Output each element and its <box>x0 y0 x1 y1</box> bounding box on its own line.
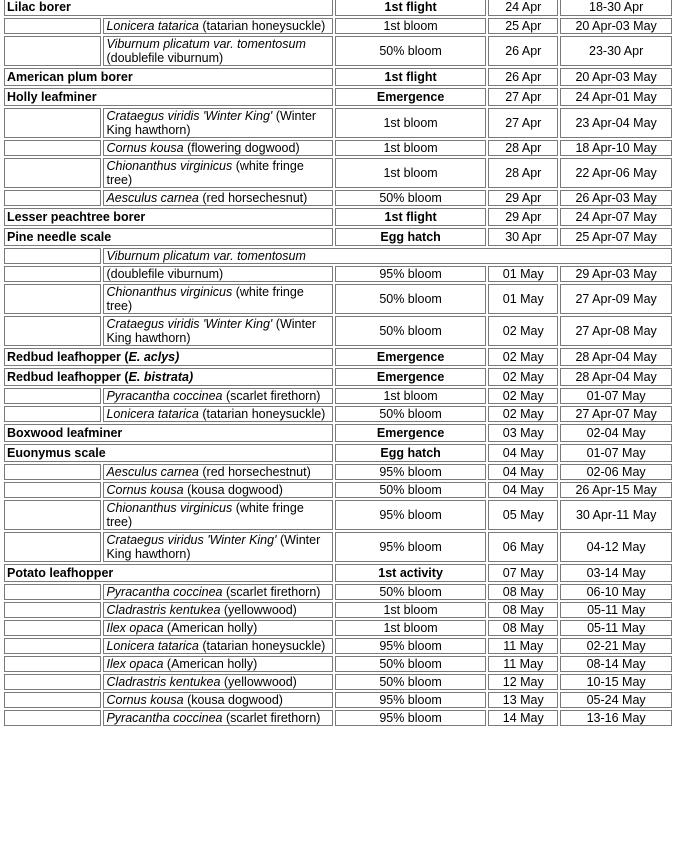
plant-scientific-name: Ilex opaca <box>106 621 164 635</box>
plant-row <box>4 190 672 206</box>
plant-row <box>4 602 672 618</box>
date-range-cell: 18 Apr-10 May <box>560 140 672 156</box>
date-range-cell: 18-30 Apr <box>560 0 672 16</box>
date-range-cell: 04-12 May <box>560 532 672 562</box>
date-cell: 24 Apr <box>488 0 558 16</box>
spacer-cell <box>4 464 101 480</box>
spacer-cell <box>4 108 101 138</box>
pest-row <box>4 564 672 582</box>
event-cell: Emergence <box>335 424 486 442</box>
plant-scientific-name: Aesculus carnea <box>106 465 199 479</box>
date-range-cell: 28 Apr-04 May <box>560 348 672 366</box>
plant-name <box>103 36 332 66</box>
plant-scientific-name: Crataegus viridis 'Winter King' <box>106 109 273 123</box>
plant-row <box>4 266 672 282</box>
date-cell: 28 Apr <box>488 140 558 156</box>
pest-row <box>4 368 672 386</box>
event-cell: 1st flight <box>335 68 486 86</box>
pest-name <box>4 68 333 86</box>
pest-name-text: Boxwood leafminer <box>7 426 123 440</box>
date-cell: 01 May <box>488 266 558 282</box>
date-cell: 04 May <box>488 444 558 462</box>
plant-name <box>103 316 332 346</box>
date-cell: 29 Apr <box>488 190 558 206</box>
date-cell: 08 May <box>488 620 558 636</box>
plant-scientific-name: Chionanthus virginicus <box>106 501 233 515</box>
event-cell: 95% bloom <box>335 638 486 654</box>
pest-row <box>4 444 672 462</box>
plant-name <box>103 388 332 404</box>
spacer-cell <box>4 406 101 422</box>
date-range-cell: 20 Apr-03 May <box>560 18 672 34</box>
event-cell: 1st bloom <box>335 602 486 618</box>
pest-row <box>4 228 672 246</box>
spacer-cell <box>4 190 101 206</box>
pest-name <box>4 564 333 582</box>
plant-row <box>4 316 672 346</box>
date-cell: 12 May <box>488 674 558 690</box>
plant-name <box>103 674 332 690</box>
date-cell: 04 May <box>488 464 558 480</box>
date-range-cell: 30 Apr-11 May <box>560 500 672 530</box>
plant-name <box>103 656 332 672</box>
pest-species-italic: E. bistrata) <box>128 370 194 384</box>
plant-scientific-name: Crataegus viridus 'Winter King' <box>106 533 277 547</box>
event-cell: 50% bloom <box>335 482 486 498</box>
plant-scientific-name: Lonicera tatarica <box>106 407 199 421</box>
plant-common-name: (yellowwood) <box>220 603 297 617</box>
plant-scientific-name: Cladrastris kentukea <box>106 603 221 617</box>
plant-common-name: (doublefile viburnum) <box>106 51 224 65</box>
date-cell: 02 May <box>488 406 558 422</box>
event-cell: 1st bloom <box>335 620 486 636</box>
date-cell: 03 May <box>488 424 558 442</box>
event-cell: Emergence <box>335 348 486 366</box>
plant-row <box>4 388 672 404</box>
pest-name-text: Euonymus scale <box>7 446 106 460</box>
pest-name <box>4 444 333 462</box>
date-cell: 07 May <box>488 564 558 582</box>
plant-name <box>103 406 332 422</box>
date-range-cell: 23 Apr-04 May <box>560 108 672 138</box>
plant-name <box>103 158 332 188</box>
event-cell: 50% bloom <box>335 284 486 314</box>
plant-name <box>103 266 332 282</box>
spacer-cell <box>4 266 101 282</box>
plant-scientific-name: Pyracantha coccinea <box>106 585 223 599</box>
event-cell: 1st bloom <box>335 140 486 156</box>
event-cell: 1st flight <box>335 208 486 226</box>
pest-name <box>4 424 333 442</box>
plant-common-name: (tatarian honeysuckle) <box>198 407 326 421</box>
date-range-cell: 28 Apr-04 May <box>560 368 672 386</box>
plant-common-name: (scarlet firethorn) <box>222 711 321 725</box>
plant-name <box>103 638 332 654</box>
event-cell: 50% bloom <box>335 190 486 206</box>
spacer-cell <box>4 284 101 314</box>
date-range-cell: 06-10 May <box>560 584 672 600</box>
date-cell: 11 May <box>488 638 558 654</box>
plant-name <box>103 190 332 206</box>
pest-name <box>4 0 333 16</box>
event-cell: 50% bloom <box>335 674 486 690</box>
plant-common-name: (white fringe tree) <box>106 159 304 187</box>
pest-name-text: Redbud leafhopper ( <box>7 350 129 364</box>
date-cell: 30 Apr <box>488 228 558 246</box>
date-cell: 02 May <box>488 388 558 404</box>
date-cell: 28 Apr <box>488 158 558 188</box>
plant-name <box>103 482 332 498</box>
plant-scientific-name: Pyracantha coccinea <box>106 389 223 403</box>
plant-scientific-name: Pyracantha coccinea <box>106 711 223 725</box>
plant-row <box>4 464 672 480</box>
spacer-cell <box>4 482 101 498</box>
plant-row <box>4 248 672 264</box>
date-range-cell: 29 Apr-03 May <box>560 266 672 282</box>
plant-row <box>4 638 672 654</box>
date-range-cell: 02-06 May <box>560 464 672 480</box>
spacer-cell <box>4 388 101 404</box>
plant-common-name: (scarlet firethorn) <box>222 585 321 599</box>
date-cell: 05 May <box>488 500 558 530</box>
date-cell: 11 May <box>488 656 558 672</box>
plant-common-name: (red horsechesnut) <box>198 191 308 205</box>
spacer-cell <box>4 584 101 600</box>
phenology-table <box>2 0 674 728</box>
date-range-cell: 10-15 May <box>560 674 672 690</box>
phenology-table-body <box>4 0 672 726</box>
pest-name <box>4 348 333 366</box>
plant-row <box>4 500 672 530</box>
plant-row <box>4 18 672 34</box>
plant-scientific-name: Viburnum plicatum var. tomentosum <box>106 37 306 51</box>
plant-scientific-name: Chionanthus virginicus <box>106 159 233 173</box>
plant-common-name: (yellowwood) <box>220 675 297 689</box>
event-cell: Egg hatch <box>335 228 486 246</box>
plant-name <box>103 500 332 530</box>
plant-row <box>4 284 672 314</box>
plant-common-name: (Winter King hawthorn) <box>106 533 321 561</box>
plant-scientific-name: Lonicera tatarica <box>106 19 199 33</box>
event-cell: Emergence <box>335 368 486 386</box>
date-range-cell: 20 Apr-03 May <box>560 68 672 86</box>
date-range-cell: 24 Apr-01 May <box>560 88 672 106</box>
plant-common-name: (Winter King hawthorn) <box>106 317 317 345</box>
date-range-cell: 26 Apr-15 May <box>560 482 672 498</box>
event-cell: 95% bloom <box>335 532 486 562</box>
plant-row <box>4 108 672 138</box>
plant-common-name: (white fringe tree) <box>106 285 304 313</box>
plant-scientific-name: Ilex opaca <box>106 657 164 671</box>
date-cell: 25 Apr <box>488 18 558 34</box>
plant-scientific-name: Viburnum plicatum var. tomentosum <box>106 249 306 263</box>
date-cell: 02 May <box>488 316 558 346</box>
plant-row <box>4 140 672 156</box>
plant-scientific-name: Cornus kousa <box>106 693 184 707</box>
event-cell: 95% bloom <box>335 500 486 530</box>
date-cell: 01 May <box>488 284 558 314</box>
plant-row <box>4 406 672 422</box>
pest-row <box>4 88 672 106</box>
date-cell: 06 May <box>488 532 558 562</box>
plant-name <box>103 584 332 600</box>
plant-row <box>4 584 672 600</box>
plant-common-name: (American holly) <box>163 621 258 635</box>
date-range-cell: 26 Apr-03 May <box>560 190 672 206</box>
spacer-cell <box>4 656 101 672</box>
plant-common-name: (red horsechestnut) <box>198 465 311 479</box>
plant-name <box>103 620 332 636</box>
plant-name <box>103 140 332 156</box>
plant-common-name: (white fringe tree) <box>106 501 304 529</box>
pest-row <box>4 348 672 366</box>
pest-name <box>4 208 333 226</box>
pest-row <box>4 0 672 16</box>
plant-name <box>103 602 332 618</box>
plant-name <box>103 18 332 34</box>
date-range-cell: 05-11 May <box>560 602 672 618</box>
event-cell: 95% bloom <box>335 464 486 480</box>
spacer-cell <box>4 674 101 690</box>
event-cell: 50% bloom <box>335 406 486 422</box>
event-cell: 50% bloom <box>335 584 486 600</box>
date-range-cell: 27 Apr-09 May <box>560 284 672 314</box>
plant-name <box>103 532 332 562</box>
plant-row <box>4 656 672 672</box>
date-cell: 26 Apr <box>488 36 558 66</box>
plant-scientific-name: Chionanthus virginicus <box>106 285 233 299</box>
event-cell: 1st activity <box>335 564 486 582</box>
event-cell: 50% bloom <box>335 316 486 346</box>
plant-name <box>103 464 332 480</box>
plant-scientific-name: Aesculus carnea <box>106 191 199 205</box>
event-cell: 1st bloom <box>335 108 486 138</box>
plant-scientific-name: Cornus kousa <box>106 141 184 155</box>
pest-name-text: Pine needle scale <box>7 230 112 244</box>
pest-name-text: Holly leafminer <box>7 90 97 104</box>
plant-scientific-name: Cladrastris kentukea <box>106 675 221 689</box>
pest-row <box>4 208 672 226</box>
event-cell: 95% bloom <box>335 266 486 282</box>
pest-name-text: Lilac borer <box>7 0 71 14</box>
date-range-cell: 13-16 May <box>560 710 672 726</box>
plant-common-name: (flowering dogwood) <box>183 141 300 155</box>
event-cell: 50% bloom <box>335 656 486 672</box>
pest-name-text: Potato leafhopper <box>7 566 114 580</box>
event-cell: 95% bloom <box>335 692 486 708</box>
plant-row <box>4 158 672 188</box>
date-range-cell: 03-14 May <box>560 564 672 582</box>
event-cell: 1st flight <box>335 0 486 16</box>
plant-row <box>4 620 672 636</box>
date-range-cell: 02-04 May <box>560 424 672 442</box>
spacer-cell <box>4 710 101 726</box>
pest-name <box>4 88 333 106</box>
spacer-cell <box>4 620 101 636</box>
event-cell: 1st bloom <box>335 18 486 34</box>
date-range-cell: 24 Apr-07 May <box>560 208 672 226</box>
spacer-cell <box>4 500 101 530</box>
date-range-cell: 08-14 May <box>560 656 672 672</box>
pest-species-italic: E. aclys) <box>128 350 180 364</box>
date-range-cell: 27 Apr-08 May <box>560 316 672 346</box>
date-range-cell: 23-30 Apr <box>560 36 672 66</box>
plant-row <box>4 710 672 726</box>
plant-row <box>4 36 672 66</box>
plant-row <box>4 692 672 708</box>
date-range-cell: 25 Apr-07 May <box>560 228 672 246</box>
spacer-cell <box>4 692 101 708</box>
plant-common-name: (Winter King hawthorn) <box>106 109 317 137</box>
spacer-cell <box>4 532 101 562</box>
date-range-cell: 02-21 May <box>560 638 672 654</box>
plant-common-name: (kousa dogwood) <box>183 483 283 497</box>
pest-name-text: Redbud leafhopper ( <box>7 370 129 384</box>
date-cell: 02 May <box>488 348 558 366</box>
spacer-cell <box>4 158 101 188</box>
plant-scientific-name: Cornus kousa <box>106 483 184 497</box>
plant-common-name: (tatarian honeysuckle) <box>198 639 326 653</box>
date-cell: 26 Apr <box>488 68 558 86</box>
plant-name <box>103 108 332 138</box>
event-cell: Egg hatch <box>335 444 486 462</box>
plant-name <box>103 284 332 314</box>
plant-row <box>4 532 672 562</box>
date-range-cell: 01-07 May <box>560 444 672 462</box>
spacer-cell <box>4 248 101 264</box>
date-cell: 04 May <box>488 482 558 498</box>
date-range-cell: 05-24 May <box>560 692 672 708</box>
plant-row <box>4 482 672 498</box>
spacer-cell <box>4 316 101 346</box>
plant-name <box>103 248 672 264</box>
date-cell: 08 May <box>488 584 558 600</box>
pest-name <box>4 368 333 386</box>
plant-common-name: (American holly) <box>163 657 258 671</box>
pest-name <box>4 228 333 246</box>
plant-row <box>4 674 672 690</box>
event-cell: Emergence <box>335 88 486 106</box>
spacer-cell <box>4 140 101 156</box>
date-cell: 14 May <box>488 710 558 726</box>
date-range-cell: 27 Apr-07 May <box>560 406 672 422</box>
plant-common-name: (kousa dogwood) <box>183 693 283 707</box>
plant-common-name: (tatarian honeysuckle) <box>198 19 326 33</box>
spacer-cell <box>4 638 101 654</box>
plant-common-name: (scarlet firethorn) <box>222 389 321 403</box>
spacer-cell <box>4 36 101 66</box>
event-cell: 50% bloom <box>335 36 486 66</box>
plant-scientific-name: Lonicera tatarica <box>106 639 199 653</box>
event-cell: 95% bloom <box>335 710 486 726</box>
pest-row <box>4 424 672 442</box>
date-range-cell: 22 Apr-06 May <box>560 158 672 188</box>
event-cell: 1st bloom <box>335 388 486 404</box>
pest-name-text: Lesser peachtree borer <box>7 210 146 224</box>
date-cell: 29 Apr <box>488 208 558 226</box>
event-cell: 1st bloom <box>335 158 486 188</box>
date-cell: 08 May <box>488 602 558 618</box>
date-cell: 27 Apr <box>488 108 558 138</box>
date-cell: 02 May <box>488 368 558 386</box>
plant-scientific-name: Crataegus viridis 'Winter King' <box>106 317 273 331</box>
date-range-cell: 05-11 May <box>560 620 672 636</box>
date-range-cell: 01-07 May <box>560 388 672 404</box>
date-cell: 27 Apr <box>488 88 558 106</box>
spacer-cell <box>4 18 101 34</box>
pest-name-text: American plum borer <box>7 70 133 84</box>
date-cell: 13 May <box>488 692 558 708</box>
pest-row <box>4 68 672 86</box>
spacer-cell <box>4 602 101 618</box>
plant-common-name: (doublefile viburnum) <box>106 267 224 281</box>
plant-name <box>103 692 332 708</box>
plant-name <box>103 710 332 726</box>
